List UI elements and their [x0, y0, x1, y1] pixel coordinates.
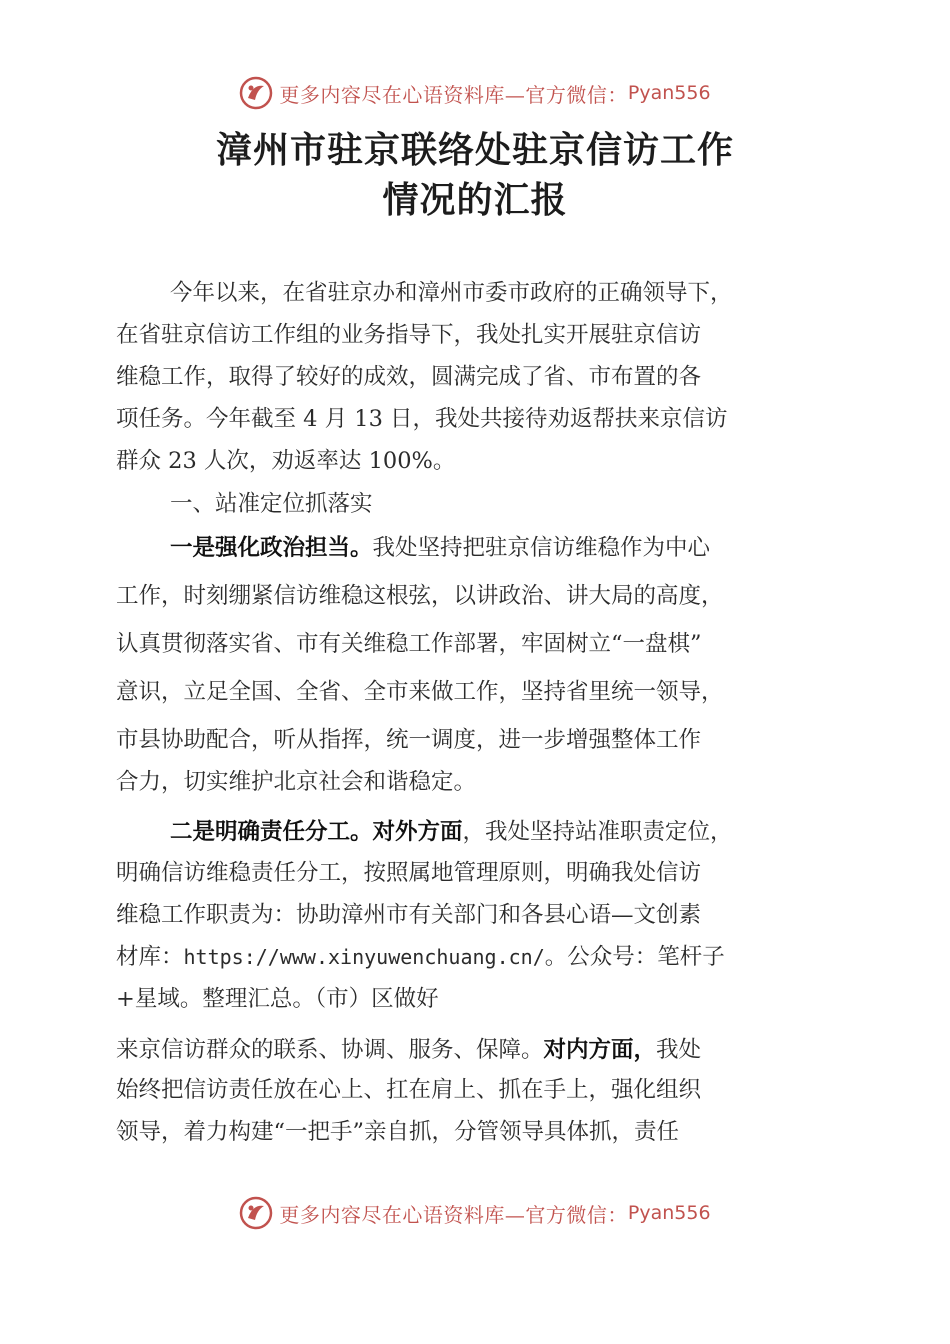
para3-text: 我处: [656, 1037, 702, 1063]
para2-line: 工作，时刻绷紧信访维稳这根弦，以讲政治、讲大局的高度，: [116, 583, 724, 609]
doc-title-line2: 情况的汇报: [382, 179, 568, 221]
para3-line: [116, 942, 816, 972]
para3-text: 来京信访群众的联系、协调、服务、保障。: [116, 1037, 544, 1063]
para3-line: 维稳工作职责为：协助漳州市有关部门和各县心语—文创素: [116, 902, 702, 928]
para2-line: 认真贯彻落实省、市有关维稳工作部署，牢固树立“一盘棋”: [116, 631, 702, 657]
para3-first-text: ，我处坚持站准职责定位，: [462, 819, 733, 845]
banner-wechat: Pyan556: [627, 1202, 711, 1224]
para3-text: 。公众号：笔杆子: [544, 944, 725, 970]
para2-line: 合力，切实维护北京社会和谐稳定。: [116, 769, 477, 795]
para1-line: 维稳工作，取得了较好的成效，圆满完成了省、市布置的各: [116, 364, 702, 390]
para2-first-text: 我处坚持把驻京信访维稳作为中心: [372, 535, 711, 561]
para2-line: 市县协助配合，听从指挥，统一调度，进一步增强整体工作: [116, 727, 702, 753]
para3-line: +星域。整理汇总。（市）区做好: [116, 986, 439, 1012]
seal-logo-icon: [239, 76, 273, 110]
para1-line: 今年以来，在省驻京办和漳州市委市政府的正确领导下，: [170, 280, 733, 306]
para3-line: 领导，着力构建“一把手”亲自抓，分管领导具体抓，责任: [116, 1119, 680, 1145]
para1-line: 在省驻京信访工作组的业务指导下，我处扎实开展驻京信访: [116, 322, 702, 348]
url-link[interactable]: https://www.xinyuwenchuang.cn/: [183, 945, 545, 969]
seal-logo-icon: [239, 1196, 273, 1230]
header-banner: [0, 73, 950, 113]
footer-banner: [0, 1193, 950, 1233]
banner-wechat: Pyan556: [627, 82, 711, 104]
para1-line: 群众 23 人次，劝返率达 100%。: [116, 448, 456, 474]
section-heading: 一、站准定位抓落实: [170, 491, 373, 517]
banner-text: 更多内容尽在心语资料库—官方微信：: [279, 82, 628, 107]
para2-line: 意识，立足全国、全省、全市来做工作，坚持省里统一领导，: [116, 679, 724, 705]
para3-line: [170, 817, 870, 847]
para3-line: [116, 1035, 816, 1065]
banner-text: 更多内容尽在心语资料库—官方微信：: [279, 1202, 628, 1227]
para2-bold-lead: 一是强化政治担当。: [170, 535, 373, 561]
para3-bold-inner: 对内方面，: [543, 1037, 657, 1063]
doc-title-line1: 漳州市驻京联络处驻京信访工作: [215, 129, 734, 171]
para3-bold-sub: 对外方面: [372, 819, 463, 845]
para1-line: 项任务。今年截至 4 月 13 日，我处共接待劝返帮扶来京信访: [116, 406, 728, 432]
para3-bold-lead: 二是明确责任分工。: [170, 819, 373, 845]
para3-line: 明确信访维稳责任分工，按照属地管理原则，明确我处信访: [116, 860, 702, 886]
para3-line: 始终把信访责任放在心上、扛在肩上、抓在手上，强化组织: [116, 1077, 702, 1103]
para3-text: 材库：: [116, 944, 184, 970]
para2-line: [170, 533, 870, 563]
